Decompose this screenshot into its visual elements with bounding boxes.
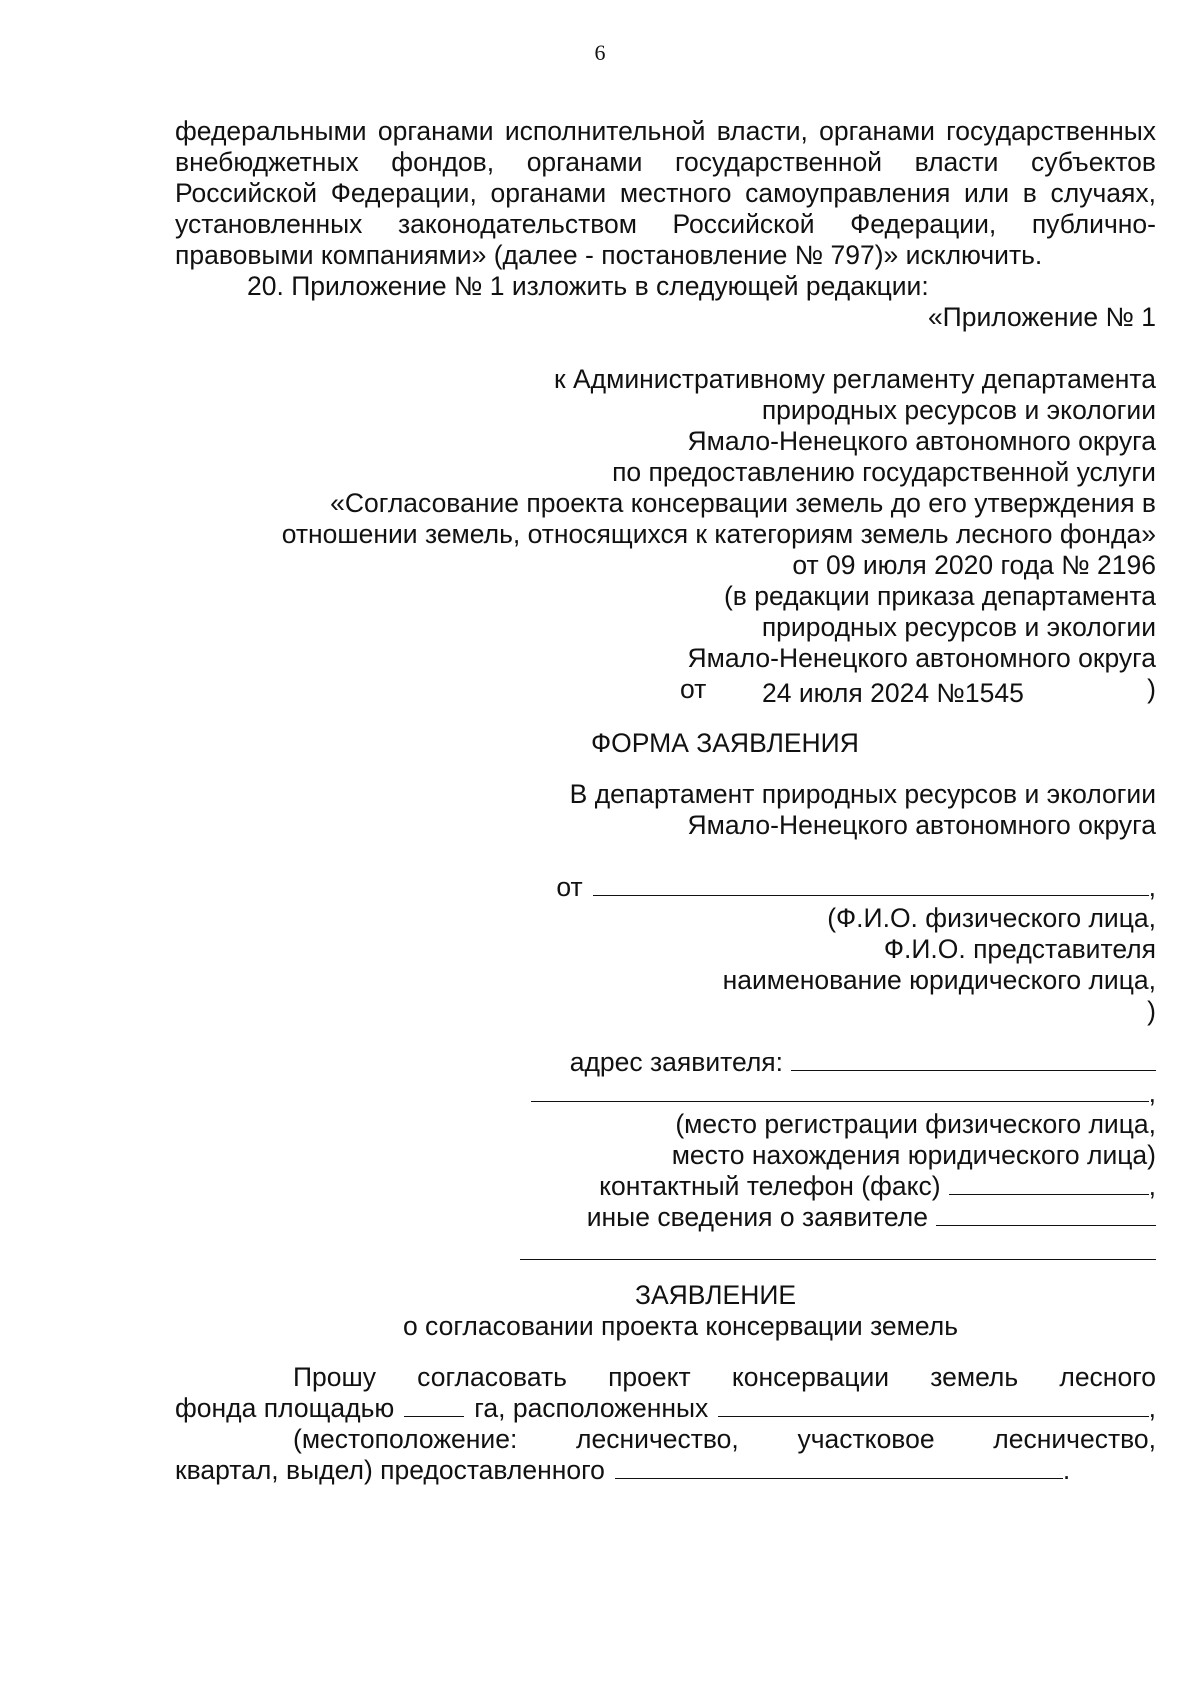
appendix-line: природных ресурсов и экологии — [761, 395, 1156, 425]
other-row — [175, 1202, 1156, 1233]
appendix-line: к Административному регламенту департамента — [554, 364, 1156, 394]
body-line-1: Прошу согласовать проект консервации земель лесного — [293, 1362, 1156, 1392]
other-blank-field[interactable] — [936, 1203, 1156, 1226]
form-title: ФОРМА ЗАЯВЛЕНИЯ — [591, 728, 859, 758]
appendix-line: Ямало-Ненецкого автономного округа — [687, 426, 1156, 456]
body-line-2a: фонда площадью — [175, 1393, 395, 1423]
from-blank-field[interactable] — [593, 873, 1149, 896]
provided-blank-field[interactable] — [615, 1456, 1063, 1479]
area-blank-field[interactable] — [404, 1394, 464, 1417]
address-blank-field-2[interactable] — [531, 1079, 1149, 1102]
address-row-2 — [175, 1078, 1156, 1109]
appendix-block — [175, 364, 1156, 674]
from-row — [175, 872, 1156, 903]
body-line-4a: квартал, выдел) предоставленного — [175, 1455, 605, 1485]
phone-end: , — [1148, 1171, 1156, 1201]
applicant-note: ) — [1147, 996, 1156, 1026]
address-end: , — [1148, 1078, 1156, 1108]
body-line-2 — [175, 1393, 1156, 1424]
edition-stamp-line — [175, 674, 1156, 708]
edition-prefix: от — [680, 674, 707, 704]
from-label: от — [556, 872, 583, 902]
appendix-line: природных ресурсов и экологии — [761, 612, 1156, 642]
appendix-line: (в редакции приказа департамента — [723, 581, 1156, 611]
phone-blank-field[interactable] — [949, 1172, 1149, 1195]
other-blank-field-2[interactable] — [520, 1233, 1156, 1260]
applicant-note: (Ф.И.О. физического лица, — [827, 903, 1156, 933]
address-label: адрес заявителя: — [569, 1047, 783, 1077]
appendix-line: «Согласование проекта консервации земель до его утверждения в — [330, 488, 1156, 518]
appendix-line: отношении земель, относящихся к категориям земель лесного фонда» — [281, 519, 1156, 549]
document-body — [175, 116, 1156, 1486]
other-label: иные сведения о заявителе — [586, 1202, 928, 1232]
location-blank-field[interactable] — [718, 1394, 1148, 1417]
intro-paragraph: федеральными органами исполнительной власти, органами государственных внебюджетных фондов, органами государственной власти субъектов Российской Федерации, органами местного самоуправления или в случаях, установленных законодательством Российской Федерации, публично-правовыми компаниями» (далее - постановление № 797)» исключить. — [175, 116, 1156, 270]
item-20: 20. Приложение № 1 изложить в следующей редакции: — [247, 271, 929, 301]
page-number: 6 — [594, 40, 606, 65]
address-blank-field[interactable] — [791, 1048, 1156, 1071]
address-note: место нахождения юридического лица) — [671, 1140, 1156, 1170]
address-row — [175, 1047, 1156, 1078]
appendix-line: от 09 июля 2020 года № 2196 — [792, 550, 1156, 580]
appendix-line: Ямало-Ненецкого автономного округа — [687, 643, 1156, 673]
spacer — [175, 333, 1156, 364]
from-end: , — [1148, 872, 1156, 902]
edition-close: ) — [1147, 674, 1156, 704]
statement-title: ЗАЯВЛЕНИЕ — [634, 1280, 797, 1310]
applicant-note: наименование юридического лица, — [722, 965, 1156, 995]
body-line-4 — [175, 1455, 1156, 1486]
statement-subtitle: о согласовании проекта консервации земель — [402, 1311, 959, 1341]
edition-date: 24 июля 2024 №1545 — [762, 678, 1024, 708]
phone-label: контактный телефон (факс) — [599, 1171, 941, 1201]
applicant-note: Ф.И.О. представителя — [883, 934, 1156, 964]
appendix-line: по предоставлению государственной услуги — [612, 457, 1156, 487]
appendix-heading: «Приложение № 1 — [927, 302, 1156, 332]
recipient-line: В департамент природных ресурсов и экологии — [569, 779, 1156, 809]
statement-body — [175, 1362, 1156, 1486]
body-line-2b: га, расположенных — [474, 1393, 709, 1423]
body-line-3: (местоположение: лесничество, участковое лесничество, — [293, 1424, 1156, 1454]
recipient-line: Ямало-Ненецкого автономного округа — [687, 810, 1156, 840]
body-line-2-end: , — [1148, 1393, 1156, 1423]
body-line-4-end: . — [1062, 1455, 1071, 1485]
phone-row — [175, 1171, 1156, 1202]
address-note: (место регистрации физического лица, — [675, 1109, 1156, 1139]
